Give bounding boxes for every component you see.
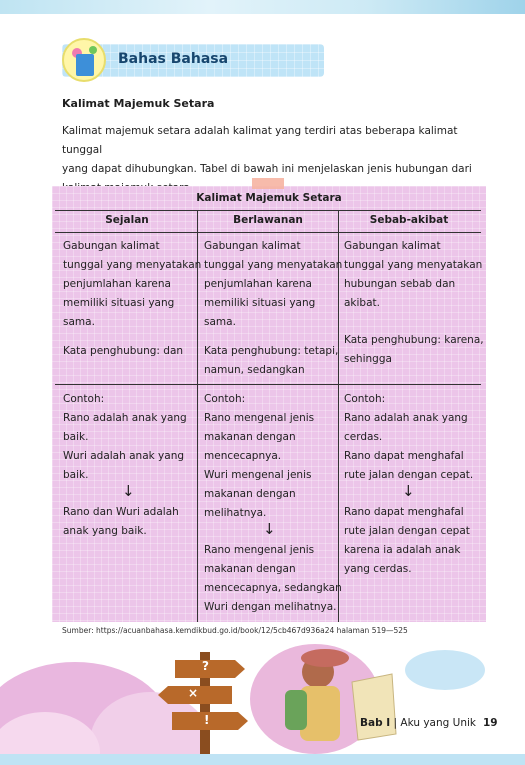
table-title: Kalimat Majemuk Setara — [196, 192, 342, 204]
cell-line: Rano mengenal jenis — [204, 544, 315, 556]
example-label: Contoh: — [63, 393, 105, 405]
table-rule — [55, 232, 481, 233]
cell-line: sama. — [63, 316, 95, 328]
cell-line: akibat. — [344, 297, 380, 309]
definition-cell — [204, 237, 342, 332]
cell-line: Kata penghubung: karena, — [344, 334, 484, 346]
chapter-number: Bab I — [360, 717, 391, 729]
cell-line: Rano dan Wuri adalah — [63, 506, 179, 518]
cell-line: Rano adalah anak yang — [63, 412, 187, 424]
tape-decoration — [252, 178, 284, 189]
cell-line: mencecapnya, sedangkan — [204, 582, 342, 594]
example-label: Contoh: — [204, 393, 246, 405]
example-cell — [63, 390, 187, 485]
conjunction-cell — [204, 342, 338, 380]
column-header-sebab-akibat: Sebab-akibat — [369, 214, 449, 226]
column-header-sejalan: Sejalan — [105, 214, 149, 226]
conjunction-cell — [63, 342, 183, 361]
cell-line: makanan dengan — [204, 563, 296, 575]
cell-line: mencecapnya. — [204, 450, 282, 462]
cell-line: Gabungan kalimat — [344, 240, 441, 252]
cell-line: yang cerdas. — [344, 563, 412, 575]
cell-line: melihatnya. — [204, 507, 267, 519]
chapter-title: Aku yang Unik — [400, 717, 476, 729]
section-logo-icon — [62, 38, 106, 82]
cell-line: Kata penghubung: dan — [63, 345, 184, 357]
cell-line: memiliki situasi yang — [204, 297, 316, 309]
intro-line: Kalimat majemuk setara adalah kalimat yang terdiri atas beberapa kalimat tunggal — [62, 125, 458, 156]
cell-line: baik. — [63, 431, 89, 443]
cell-line: tunggal yang menyatakan — [63, 259, 202, 271]
intro-line: yang dapat dihubungkan. Tabel di bawah ini menjelaskan jenis hubungan dari — [62, 163, 472, 175]
cell-line: rute jalan dengan cepat — [344, 525, 470, 537]
cell-line: makanan dengan — [204, 431, 296, 443]
definition-cell — [344, 237, 482, 313]
cell-line: anak yang baik. — [63, 525, 147, 537]
definition-cell — [63, 237, 201, 332]
chapter-separator: | — [390, 717, 401, 729]
example-cell — [344, 390, 473, 485]
cell-line: penjumlahan karena — [63, 278, 171, 290]
conjunction-cell — [344, 331, 484, 369]
cell-line: Rano adalah anak yang — [344, 412, 468, 424]
table-rule — [55, 210, 481, 211]
down-arrow-icon: ↓ — [402, 482, 415, 500]
section-title: Bahas Bahasa — [118, 51, 229, 67]
result-cell — [344, 503, 470, 579]
chapter-label — [360, 717, 476, 729]
cell-line: makanan dengan — [204, 488, 296, 500]
cell-line: rute jalan dengan cepat. — [344, 469, 474, 481]
sub-heading: Kalimat Majemuk Setara — [62, 97, 215, 110]
table-rule — [55, 384, 481, 385]
cell-line: Wuri dengan melihatnya. — [204, 601, 337, 613]
cell-line: penjumlahan karena — [204, 278, 312, 290]
result-cell — [63, 503, 179, 541]
cell-line: sama. — [204, 316, 236, 328]
question-sign-icon: ? — [202, 659, 209, 673]
cell-line: cerdas. — [344, 431, 383, 443]
cross-sign-icon: × — [188, 686, 199, 700]
illustration-drawing — [0, 642, 525, 765]
cell-line: memiliki situasi yang — [63, 297, 175, 309]
cell-line: Rano dapat menghafal — [344, 506, 464, 518]
cell-line: sehingga — [344, 353, 392, 365]
cell-line: Rano dapat menghafal — [344, 450, 464, 462]
column-header-berlawanan: Berlawanan — [233, 214, 303, 226]
bottom-illustration — [0, 642, 525, 765]
top-decorative-band — [0, 0, 525, 14]
cell-line: tunggal yang menyatakan — [344, 259, 483, 271]
cell-line: karena ia adalah anak — [344, 544, 461, 556]
cell-line: tunggal yang menyatakan — [204, 259, 343, 271]
cell-line: Wuri adalah anak yang — [63, 450, 185, 462]
down-arrow-icon: ↓ — [122, 482, 135, 500]
cell-line: Kata penghubung: tetapi, — [204, 345, 339, 357]
cell-line: baik. — [63, 469, 89, 481]
page-number: 19 — [483, 717, 498, 729]
example-label: Contoh: — [344, 393, 386, 405]
exclamation-sign-icon: ! — [204, 713, 210, 727]
down-arrow-icon: ↓ — [263, 520, 276, 538]
cell-line: Gabungan kalimat — [204, 240, 301, 252]
example-cell — [204, 390, 314, 523]
cell-line: Wuri mengenal jenis — [204, 469, 312, 481]
cell-line: Rano mengenal jenis — [204, 412, 315, 424]
result-cell — [204, 541, 342, 617]
cell-line: Gabungan kalimat — [63, 240, 160, 252]
cell-line: hubungan sebab dan — [344, 278, 456, 290]
cell-line: namun, sedangkan — [204, 364, 305, 376]
source-citation: Sumber: https://acuanbahasa.kemdikbud.go.id/book/12/5cb467d936a24 halaman 519—525 — [62, 626, 408, 635]
